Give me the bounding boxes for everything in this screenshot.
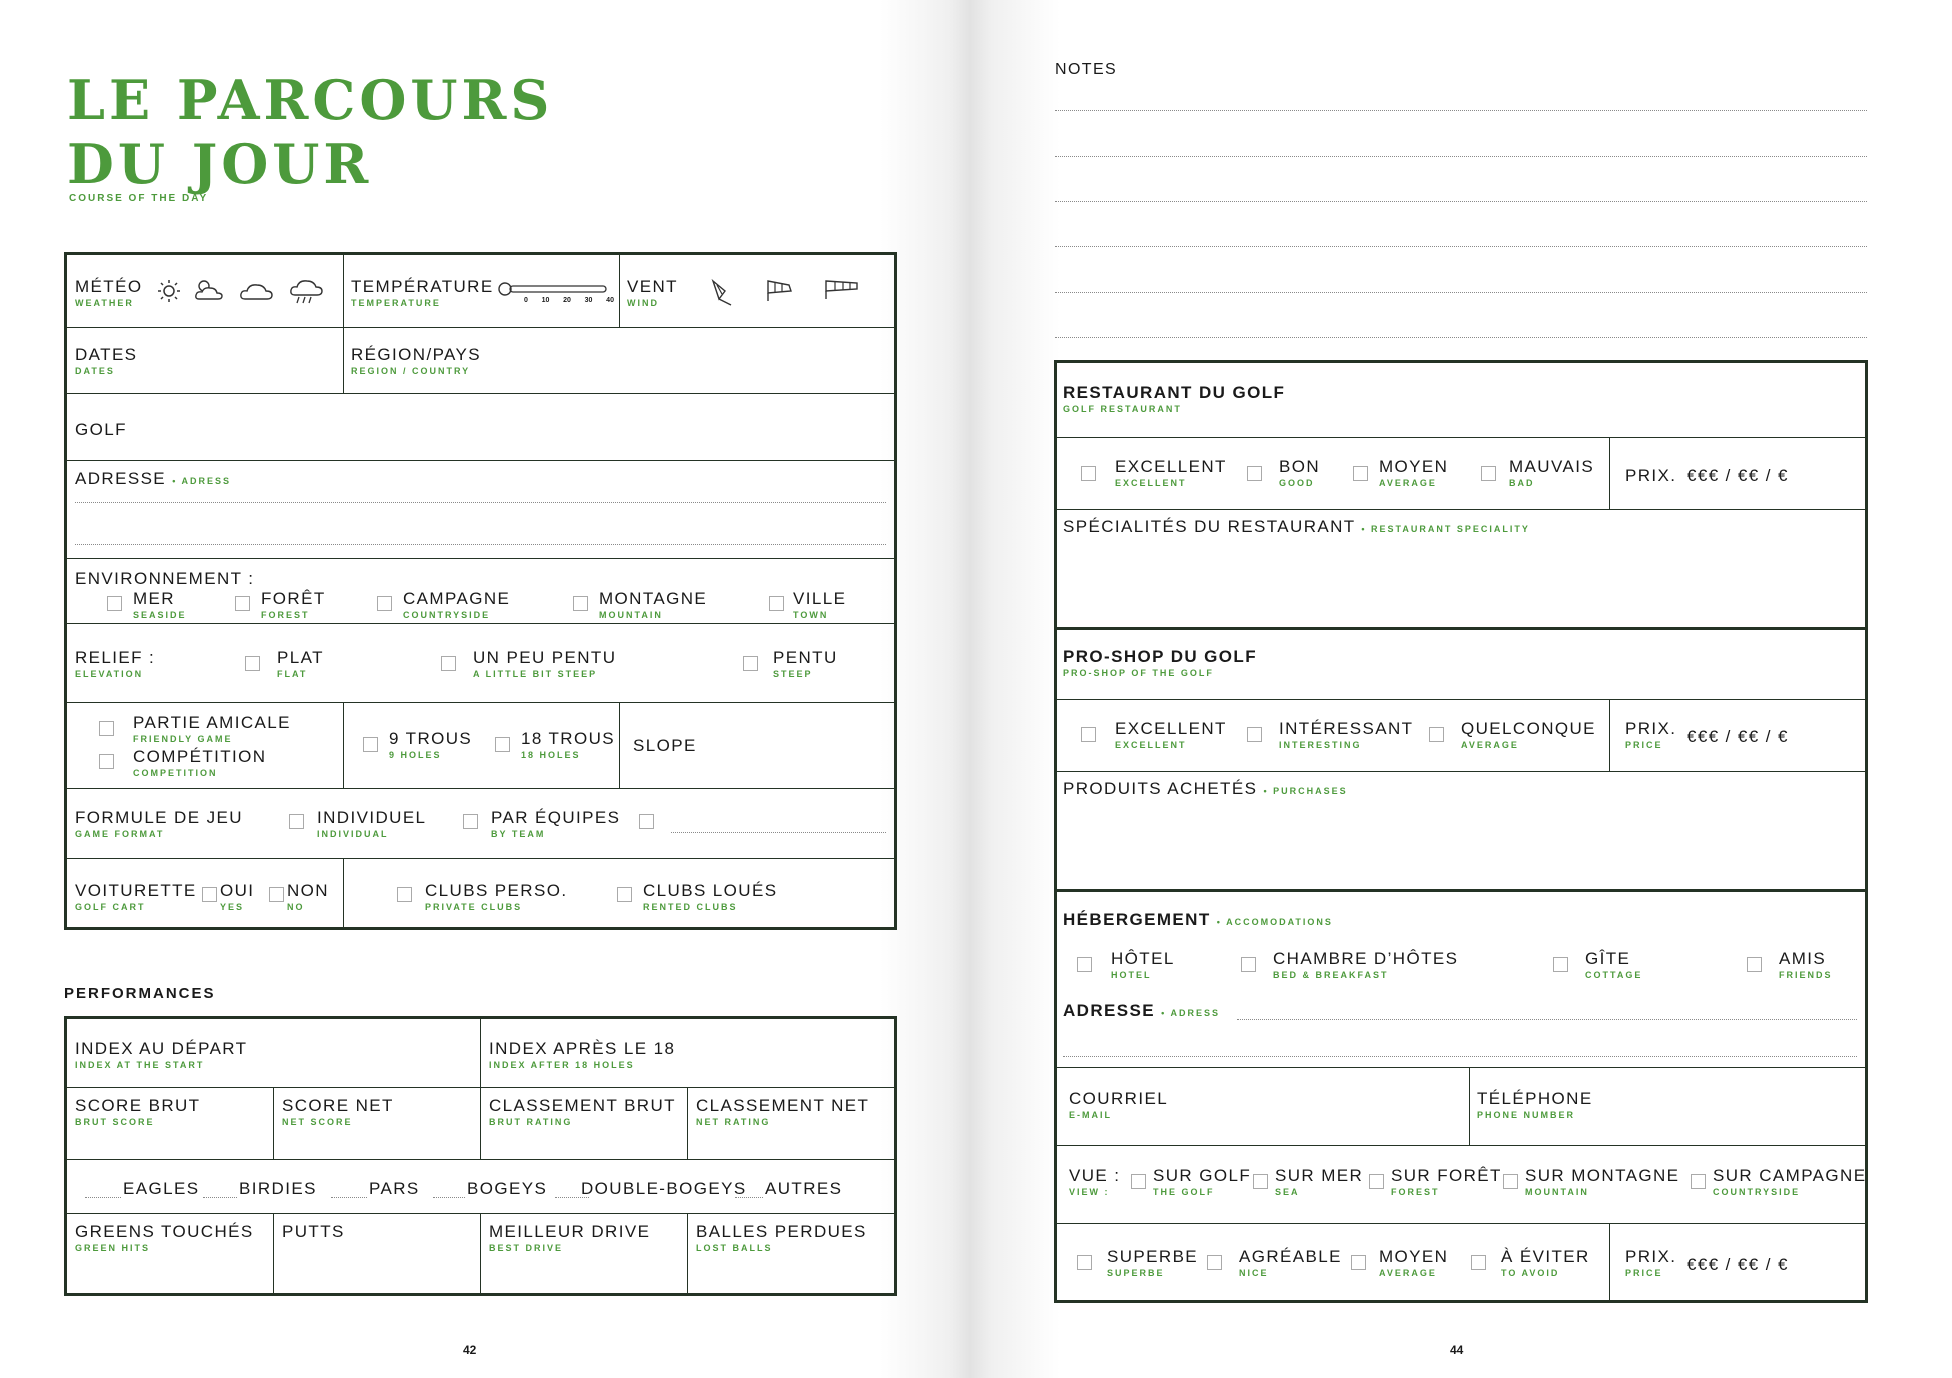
- index-depart-label: INDEX AU DÉPART INDEX AT THE START: [75, 1039, 248, 1070]
- relief-peu-pentu-checkbox[interactable]: [441, 656, 456, 671]
- vue-golf-label: SUR GOLF THE GOLF: [1153, 1166, 1252, 1197]
- temperature-ticks: 0 10 20 30 40: [524, 297, 614, 304]
- chambre-hotes-label: CHAMBRE D’HÔTES BED & BREAKFAST: [1273, 949, 1459, 980]
- adresse-line-2[interactable]: [75, 544, 886, 545]
- classement-brut-label: CLASSEMENT BRUT BRUT RATING: [489, 1096, 676, 1127]
- hebergement-heading: HÉBERGEMENT • ACCOMODATIONS: [1063, 910, 1333, 929]
- vue-foret-label: SUR FORÊT FOREST: [1391, 1166, 1502, 1197]
- score-brut-label: SCORE BRUT BRUT SCORE: [75, 1096, 201, 1127]
- environnement-label: ENVIRONNEMENT :: [75, 569, 255, 588]
- clubs-perso-checkbox[interactable]: [397, 887, 412, 902]
- vent-label: VENT WIND: [627, 277, 678, 308]
- proshop-prix-scale[interactable]: €€€ / €€ / €: [1687, 727, 1789, 746]
- partie-amicale-label: PARTIE AMICALE FRIENDLY GAME: [133, 713, 291, 744]
- autres-label: AUTRES: [765, 1179, 843, 1198]
- vue-campagne-label: SUR CAMPAGNE COUNTRYSIDE: [1713, 1166, 1867, 1197]
- eagles-label: EAGLES: [123, 1179, 200, 1198]
- vue-golf-checkbox[interactable]: [1131, 1174, 1146, 1189]
- sun-icon[interactable]: [157, 279, 181, 303]
- vue-foret-checkbox[interactable]: [1369, 1174, 1384, 1189]
- notes-line-2[interactable]: [1055, 156, 1867, 157]
- performances-heading: PERFORMANCES: [64, 985, 216, 1002]
- formule-label: FORMULE DE JEU GAME FORMAT: [75, 808, 243, 839]
- greens-label: GREENS TOUCHÉS GREEN HITS: [75, 1222, 254, 1253]
- proshop-interessant-checkbox[interactable]: [1247, 727, 1262, 742]
- amis-checkbox[interactable]: [1747, 957, 1762, 972]
- golf-label: GOLF: [75, 420, 127, 439]
- relief-pentu-label: PENTU STEEP: [773, 648, 838, 679]
- individuel-checkbox[interactable]: [289, 814, 304, 829]
- page-number: 42: [463, 1343, 477, 1357]
- sun-cloud-icon[interactable]: [193, 277, 225, 303]
- region-label: RÉGION/PAYS REGION / COUNTRY: [351, 345, 482, 376]
- cloud-icon[interactable]: [239, 279, 275, 303]
- voiturette-non-checkbox[interactable]: [269, 887, 284, 902]
- restaurant-mauvais-label: MAUVAIS BAD: [1509, 457, 1595, 488]
- rating-superbe-checkbox[interactable]: [1077, 1255, 1092, 1270]
- env-ville-checkbox[interactable]: [769, 596, 784, 611]
- vue-mer-checkbox[interactable]: [1253, 1174, 1268, 1189]
- partie-amicale-checkbox[interactable]: [99, 721, 114, 736]
- notes-line-1[interactable]: [1055, 110, 1867, 111]
- individuel-label: INDIVIDUEL INDIVIDUAL: [317, 808, 427, 839]
- restaurant-bon-label: BON GOOD: [1279, 457, 1321, 488]
- chambre-hotes-checkbox[interactable]: [1241, 957, 1256, 972]
- notes-line-6[interactable]: [1055, 337, 1867, 338]
- restaurant-heading: RESTAURANT DU GOLF GOLF RESTAURANT: [1063, 383, 1286, 414]
- windsock-medium-icon[interactable]: [765, 277, 799, 305]
- index-apres-label: INDEX APRÈS LE 18 INDEX AFTER 18 HOLES: [489, 1039, 676, 1070]
- rain-icon[interactable]: [289, 277, 327, 305]
- vue-mer-label: SUR MER SEA: [1275, 1166, 1364, 1197]
- page-number: 44: [1450, 1343, 1464, 1357]
- rating-agreable-checkbox[interactable]: [1207, 1255, 1222, 1270]
- restaurant-excellent-label: EXCELLENT EXCELLENT: [1115, 457, 1227, 488]
- slope-label: SLOPE: [633, 736, 697, 755]
- windsock-light-icon[interactable]: [709, 277, 737, 309]
- proshop-excellent-checkbox[interactable]: [1081, 727, 1096, 742]
- double-bogeys-label: DOUBLE-BOGEYS: [581, 1179, 747, 1198]
- birdies-label: BIRDIES: [239, 1179, 317, 1198]
- courriel-label: COURRIEL E-MAIL: [1069, 1089, 1169, 1120]
- par-equipes-label: PAR ÉQUIPES BY TEAM: [491, 808, 621, 839]
- birdies-line[interactable]: [203, 1197, 237, 1198]
- relief-plat-label: PLAT FLAT: [277, 648, 324, 679]
- rating-moyen-checkbox[interactable]: [1351, 1255, 1366, 1270]
- env-foret-label: FORÊT FOREST: [261, 589, 326, 620]
- env-ville-label: VILLE TOWN: [793, 589, 847, 620]
- temperature-label: TEMPÉRATURE TEMPERATURE: [351, 277, 494, 308]
- vue-montagne-label: SUR MONTAGNE MOUNTAIN: [1525, 1166, 1680, 1197]
- meteo-label: MÉTÉO WEATHER: [75, 277, 143, 308]
- voiturette-label: VOITURETTE GOLF CART: [75, 881, 197, 912]
- bogeys-line[interactable]: [433, 1197, 465, 1198]
- clubs-perso-label: CLUBS PERSO. PRIVATE CLUBS: [425, 881, 568, 912]
- env-mer-checkbox[interactable]: [107, 596, 122, 611]
- hebergement-adresse-line-1[interactable]: [1237, 1019, 1857, 1020]
- notes-label: NOTES: [1055, 61, 1118, 78]
- proshop-interessant-label: INTÉRESSANT INTERESTING: [1279, 719, 1414, 750]
- services-form: [1054, 360, 1868, 1303]
- trous-9-checkbox[interactable]: [363, 737, 378, 752]
- hebergement-adresse-line-2[interactable]: [1063, 1056, 1857, 1057]
- relief-label: RELIEF : ELEVATION: [75, 648, 156, 679]
- restaurant-prix-scale[interactable]: €€€ / €€ / €: [1687, 466, 1789, 485]
- putts-label: PUTTS: [282, 1222, 345, 1241]
- pars-line[interactable]: [331, 1197, 367, 1198]
- hebergement-prix-scale[interactable]: €€€ / €€ / €: [1687, 1255, 1789, 1274]
- produits-label: PRODUITS ACHETÉS • PURCHASES: [1063, 779, 1348, 798]
- par-equipes-checkbox[interactable]: [463, 814, 478, 829]
- env-campagne-label: CAMPAGNE COUNTRYSIDE: [403, 589, 511, 620]
- classement-net-label: CLASSEMENT NET NET RATING: [696, 1096, 870, 1127]
- rating-eviter-checkbox[interactable]: [1471, 1255, 1486, 1270]
- proshop-heading: PRO-SHOP DU GOLF PRO-SHOP OF THE GOLF: [1063, 647, 1257, 678]
- eagles-line[interactable]: [85, 1197, 121, 1198]
- autres-line[interactable]: [735, 1197, 763, 1198]
- proshop-prix-label: PRIX. PRICE: [1625, 719, 1677, 750]
- hebergement-prix-label: PRIX. PRICE: [1625, 1247, 1677, 1278]
- proshop-excellent-label: EXCELLENT EXCELLENT: [1115, 719, 1227, 750]
- adresse-label: ADRESSE • ADRESS: [75, 469, 232, 488]
- trous-9-label: 9 TROUS 9 HOLES: [389, 729, 473, 760]
- notes-line-3[interactable]: [1055, 201, 1867, 202]
- rating-agreable-label: AGRÉABLE NICE: [1239, 1247, 1342, 1278]
- voiturette-non-label: NON NO: [287, 881, 329, 912]
- hebergement-adresse-label: ADRESSE • ADRESS: [1063, 1001, 1220, 1020]
- autre-format-checkbox[interactable]: [639, 814, 654, 829]
- restaurant-excellent-checkbox[interactable]: [1081, 466, 1096, 481]
- voiturette-oui-checkbox[interactable]: [202, 887, 217, 902]
- rating-eviter-label: À ÉVITER TO AVOID: [1501, 1247, 1590, 1278]
- restaurant-moyen-checkbox[interactable]: [1353, 466, 1368, 481]
- trous-18-checkbox[interactable]: [495, 737, 510, 752]
- vue-montagne-checkbox[interactable]: [1503, 1174, 1518, 1189]
- env-montagne-checkbox[interactable]: [573, 596, 588, 611]
- relief-peu-pentu-label: UN PEU PENTU A LITTLE BIT STEEP: [473, 648, 617, 679]
- score-net-label: SCORE NET NET SCORE: [282, 1096, 394, 1127]
- page-title: LE PARCOURS DU JOUR: [67, 68, 554, 196]
- specialites-label: SPÉCIALITÉS DU RESTAURANT • RESTAURANT SPECIALITY: [1063, 517, 1530, 536]
- proshop-quelconque-label: QUELCONQUE AVERAGE: [1461, 719, 1596, 750]
- rating-superbe-label: SUPERBE SUPERBE: [1107, 1247, 1199, 1278]
- hotel-label: HÔTEL HOTEL: [1111, 949, 1175, 980]
- clubs-loues-checkbox[interactable]: [617, 887, 632, 902]
- left-page: [0, 0, 960, 1378]
- pars-label: PARS: [369, 1179, 420, 1198]
- env-foret-checkbox[interactable]: [235, 596, 250, 611]
- restaurant-mauvais-checkbox[interactable]: [1481, 466, 1496, 481]
- balles-label: BALLES PERDUES LOST BALLS: [696, 1222, 867, 1253]
- rating-moyen-label: MOYEN AVERAGE: [1379, 1247, 1449, 1278]
- relief-plat-checkbox[interactable]: [245, 656, 260, 671]
- trous-18-label: 18 TROUS 18 HOLES: [521, 729, 616, 760]
- vue-campagne-checkbox[interactable]: [1691, 1174, 1706, 1189]
- dates-label: DATES DATES: [75, 345, 138, 376]
- voiturette-oui-label: OUI YES: [220, 881, 255, 912]
- restaurant-bon-checkbox[interactable]: [1247, 466, 1262, 481]
- gite-checkbox[interactable]: [1553, 957, 1568, 972]
- proshop-quelconque-checkbox[interactable]: [1429, 727, 1444, 742]
- right-page: [980, 0, 1952, 1378]
- performances-table: [64, 1016, 897, 1296]
- restaurant-prix-label: PRIX.: [1625, 466, 1677, 485]
- notes-line-4[interactable]: [1055, 246, 1867, 247]
- telephone-label: TÉLÉPHONE PHONE NUMBER: [1477, 1089, 1593, 1120]
- competition-checkbox[interactable]: [99, 754, 114, 769]
- page-subtitle: COURSE OF THE DAY: [69, 193, 209, 204]
- env-campagne-checkbox[interactable]: [377, 596, 392, 611]
- course-form: [64, 252, 897, 930]
- competition-label: COMPÉTITION COMPETITION: [133, 747, 267, 778]
- clubs-loues-label: CLUBS LOUÉS RENTED CLUBS: [643, 881, 778, 912]
- autre-format-line[interactable]: [671, 832, 886, 833]
- drive-label: MEILLEUR DRIVE BEST DRIVE: [489, 1222, 651, 1253]
- amis-label: AMIS FRIENDS: [1779, 949, 1833, 980]
- adresse-line-1[interactable]: [75, 502, 886, 503]
- vue-label: VUE : VIEW :: [1069, 1166, 1121, 1197]
- notes-line-5[interactable]: [1055, 292, 1867, 293]
- relief-pentu-checkbox[interactable]: [743, 656, 758, 671]
- env-montagne-label: MONTAGNE MOUNTAIN: [599, 589, 708, 620]
- hotel-checkbox[interactable]: [1077, 957, 1092, 972]
- restaurant-moyen-label: MOYEN AVERAGE: [1379, 457, 1449, 488]
- bogeys-label: BOGEYS: [467, 1179, 548, 1198]
- windsock-strong-icon[interactable]: [823, 277, 861, 301]
- env-mer-label: MER SEASIDE: [133, 589, 187, 620]
- gite-label: GÎTE COTTAGE: [1585, 949, 1643, 980]
